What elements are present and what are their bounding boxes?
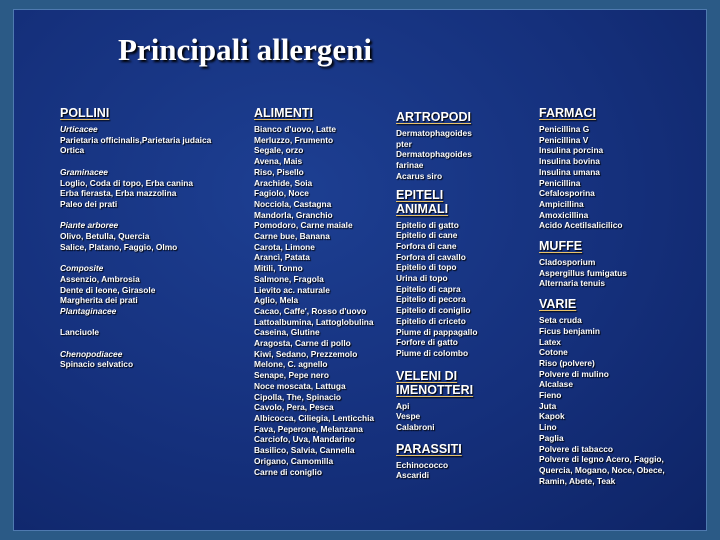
- list-item: Amoxicillina: [539, 209, 589, 220]
- heading-muffe: MUFFE: [539, 239, 583, 254]
- list-item: Cefalosporina: [539, 188, 595, 199]
- list-item: Forfore di gatto: [396, 337, 458, 348]
- list-item: Cladosporium: [539, 257, 596, 268]
- list-item: Caseina, Glutine: [254, 327, 320, 338]
- list-item: Ortica: [60, 145, 85, 156]
- list-item: Alcalase: [539, 379, 573, 390]
- list-alimenti: [254, 124, 374, 477]
- column-alimenti: [254, 106, 374, 477]
- heading-farmaci: FARMACI: [539, 106, 596, 120]
- list-item: Penicillina: [539, 177, 581, 188]
- list-item: Paleo dei prati: [60, 198, 118, 209]
- list-item: Piante arboree: [60, 220, 119, 231]
- list-item: Avena, Mais: [254, 156, 303, 167]
- list-item: Carne di coniglio: [254, 466, 322, 477]
- list-item: Dente di leone, Girasole: [60, 284, 156, 295]
- heading-pollini: POLLINI: [60, 106, 110, 120]
- list-spacer: [60, 156, 211, 167]
- list-item: Loglio, Coda di topo, Erba canina: [60, 177, 194, 188]
- list-item: Epitelio di pecora: [396, 294, 466, 305]
- list-varie: [539, 315, 665, 486]
- list-epiteli: [396, 220, 477, 359]
- list-item: Fieno: [539, 390, 562, 401]
- list-item: Carota, Limone: [254, 241, 315, 252]
- list-spacer: [60, 338, 211, 349]
- list-item: Salmone, Fragola: [254, 273, 324, 284]
- list-item: Penicillina G: [539, 124, 590, 134]
- list-item: Calabroni: [396, 422, 435, 433]
- list-item: Epitelio di coniglio: [396, 305, 471, 316]
- list-item: Piume di pappagallo: [396, 326, 478, 337]
- list-item: Carciofo, Uva, Mandarino: [254, 434, 355, 445]
- list-item: Acarus siro: [396, 170, 443, 181]
- heading-alimenti: ALIMENTI: [254, 106, 314, 120]
- list-farmaci: [539, 124, 665, 231]
- heading-imenotteri: IMENOTTERI: [396, 382, 474, 397]
- list-artropodi: [396, 128, 477, 182]
- list-item: Echinococco: [396, 459, 449, 470]
- slide-title: Principali allergeni: [118, 32, 372, 67]
- list-item: Aspergillus fumigatus: [539, 267, 627, 278]
- list-item: Urticacee: [60, 124, 98, 134]
- list-item: Arachide, Soia: [254, 177, 313, 188]
- heading-parassiti: PARASSITI: [396, 441, 462, 456]
- list-item: Margherita dei prati: [60, 295, 138, 306]
- list-item: Fava, Peperone, Melanzana: [254, 423, 363, 434]
- list-item: Epitelio di capra: [396, 283, 461, 294]
- list-item: Kiwi, Sedano, Prezzemolo: [254, 348, 358, 359]
- list-item: Forfora di cavallo: [396, 251, 466, 262]
- list-item: Segale, orzo: [254, 145, 304, 156]
- list-item: Graminacee: [60, 166, 108, 177]
- list-item: Basilico, Salvia, Cannella: [254, 445, 355, 456]
- list-item: Nocciola, Castagna: [254, 198, 332, 209]
- list-item: Aglio, Mela: [254, 295, 299, 306]
- heading-epiteli: EPITELI: [396, 187, 444, 202]
- list-item: Latex: [539, 336, 561, 347]
- list-item: Insulina bovina: [539, 156, 600, 167]
- list-item: Cipolla, The, Spinacio: [254, 391, 342, 402]
- list-item: Penicillina V: [539, 134, 589, 145]
- list-item: Merluzzo, Frumento: [254, 134, 334, 145]
- heading-varie: VARIE: [539, 297, 577, 312]
- list-item: Origano, Camomilla: [254, 455, 334, 466]
- list-item: Epitelio di cane: [396, 230, 458, 241]
- list-item: Ficus benjamin: [539, 325, 600, 336]
- list-item: Carne bue, Banana: [254, 231, 330, 242]
- list-item: Ramin, Abete, Teak: [539, 475, 616, 486]
- column-artropodi-epiteli: [396, 110, 477, 481]
- list-item: Composite: [60, 263, 104, 274]
- list-item: Epitelio di topo: [396, 262, 457, 273]
- list-item: Albicocca, Ciliegia, Lenticchia: [254, 412, 375, 423]
- list-item: Cacao, Caffe', Rosso d'uovo: [254, 305, 367, 316]
- list-item: Salice, Platano, Faggio, Olmo: [60, 241, 178, 252]
- list-item: Noce moscata, Lattuga: [254, 380, 346, 391]
- list-spacer: [60, 252, 211, 263]
- list-item: Dermatophagoides: [396, 128, 472, 138]
- list-item: Cavolo, Pera, Pesca: [254, 402, 334, 413]
- list-item: Lievito ac. naturale: [254, 284, 330, 295]
- list-item: Dermatophagoides: [396, 149, 472, 160]
- list-item: Spinacio selvatico: [60, 359, 134, 370]
- list-spacer: [60, 210, 211, 221]
- list-muffe: [539, 257, 665, 289]
- list-item: farinae: [396, 160, 424, 171]
- column-pollini: [60, 106, 211, 370]
- list-item: Epitelio di gatto: [396, 219, 459, 230]
- list-spacer: [60, 317, 211, 328]
- heading-veleni: VELENI DI: [396, 368, 458, 383]
- list-item: Assenzio, Ambrosia: [60, 273, 140, 284]
- column-farmaci-muffe-varie: [539, 106, 665, 486]
- list-item: Ascaridi: [396, 470, 430, 481]
- list-item: Aragosta, Carne di pollo: [254, 338, 351, 349]
- heading-artropodi: ARTROPODI: [396, 110, 471, 124]
- slide: [14, 10, 706, 530]
- list-item: Fagiolo, Noce: [254, 188, 309, 199]
- list-item: Acido Acetilsalicilico: [539, 220, 623, 231]
- list-item: Api: [396, 400, 410, 411]
- list-item: Paglia: [539, 432, 564, 443]
- list-item: Insulina umana: [539, 166, 600, 177]
- list-veleni: [396, 401, 477, 433]
- list-item: Polvere di legno Acero, Faggio,: [539, 454, 664, 465]
- list-item: Pomodoro, Carne maiale: [254, 220, 353, 231]
- list-item: Juta: [539, 400, 557, 411]
- list-item: Mandorla, Granchio: [254, 209, 333, 220]
- list-item: Urina di topo: [396, 273, 448, 284]
- list-item: Mitili, Tonno: [254, 263, 303, 274]
- list-item: Riso, Pisello: [254, 166, 304, 177]
- list-parassiti: [396, 460, 477, 481]
- list-item: Cotone: [539, 347, 568, 358]
- list-item: Melone, C. agnello: [254, 359, 328, 370]
- list-item: Lino: [539, 422, 557, 433]
- list-item: pter: [396, 138, 412, 149]
- list-item: Lanciuole: [60, 327, 100, 338]
- list-item: Epitelio di criceto: [396, 315, 466, 326]
- list-item: Alternaria tenuis: [539, 278, 606, 289]
- list-item: Kapok: [539, 411, 565, 422]
- list-item: Chenopodiacee: [60, 348, 123, 359]
- list-item: Erba fierasta, Erba mazzolina: [60, 188, 177, 199]
- list-item: Bianco d'uovo, Latte: [254, 124, 337, 134]
- list-item: Quercia, Mogano, Noce, Obece,: [539, 464, 665, 475]
- list-item: Parietaria officinalis,Parietaria judaica: [60, 134, 212, 145]
- list-item: Vespe: [396, 411, 421, 422]
- list-item: Seta cruda: [539, 315, 582, 326]
- list-item: Forfora di cane: [396, 240, 457, 251]
- list-item: Senape, Pepe nero: [254, 370, 329, 381]
- heading-animali: ANIMALI: [396, 201, 449, 216]
- list-item: Arancì, Patata: [254, 252, 310, 263]
- list-pollini: [60, 124, 211, 370]
- list-item: Piume di colombo: [396, 347, 469, 358]
- list-item: Lattoalbumina, Lattoglobulina: [254, 316, 374, 327]
- list-item: Polvere di tabacco: [539, 443, 614, 454]
- list-item: Ampicillina: [539, 198, 584, 209]
- list-item: Insulina porcina: [539, 145, 604, 156]
- list-item: Olivo, Betulla, Quercia: [60, 231, 150, 241]
- list-item: Polvere di mulino: [539, 368, 609, 379]
- list-item: Riso (polvere): [539, 357, 595, 368]
- list-item: Plantaginacee: [60, 305, 117, 316]
